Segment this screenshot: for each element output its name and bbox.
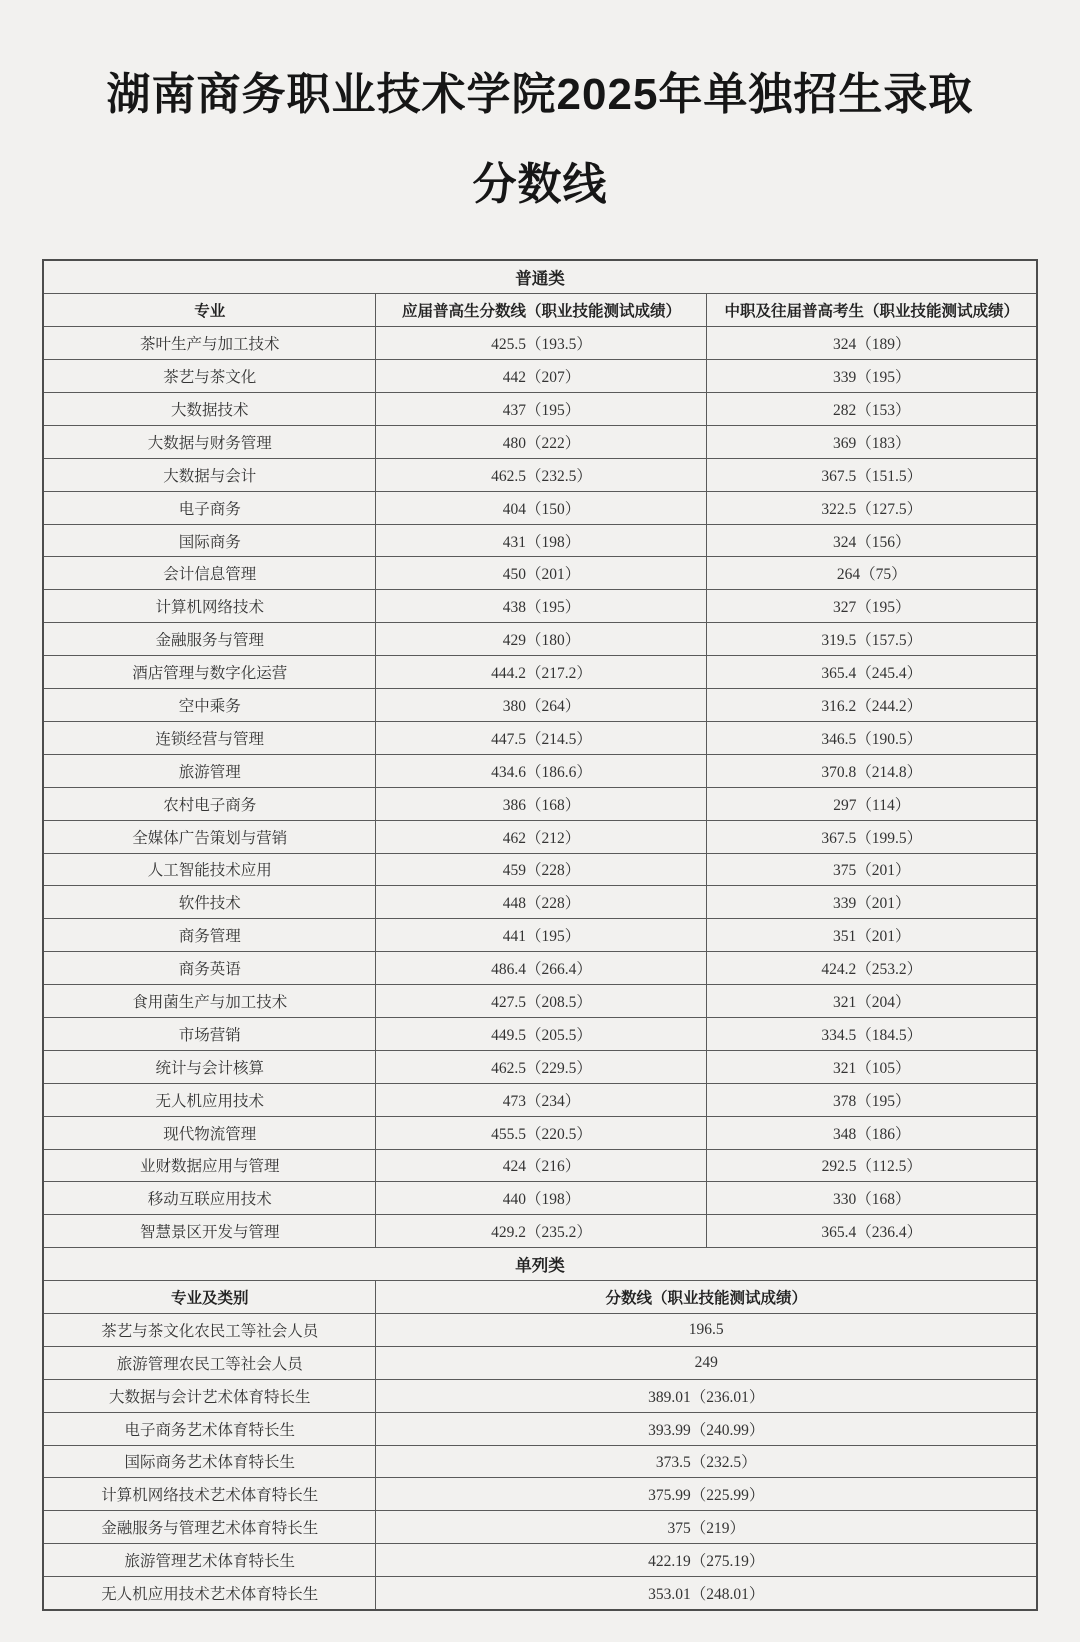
major-cell: 移动互联应用技术 [43,1182,376,1215]
vocational-score-cell: 424.2（253.2） [707,952,1037,985]
category-cell: 国际商务艺术体育特长生 [43,1445,376,1478]
fresh-score-cell: 462.5（232.5） [376,458,707,491]
vocational-score-cell: 365.4（236.4） [707,1215,1037,1248]
score-cell: 373.5（232.5） [376,1445,1037,1478]
table-row [43,985,1037,1018]
table-row [43,524,1037,557]
major-cell: 市场营销 [43,1017,376,1050]
score-cell: 196.5 [376,1313,1037,1346]
fresh-score-cell: 480（222） [376,425,707,458]
fresh-score-cell: 425.5（193.5） [376,327,707,360]
table-row [43,952,1037,985]
category-cell: 电子商务艺术体育特长生 [43,1412,376,1445]
vocational-score-cell: 292.5（112.5） [707,1149,1037,1182]
vocational-score-cell: 327（195） [707,590,1037,623]
major-cell: 茶叶生产与加工技术 [43,327,376,360]
page-title-line2: 分数线 [472,160,608,209]
fresh-score-cell: 447.5（214.5） [376,721,707,754]
major-cell: 统计与会计核算 [43,1050,376,1083]
vocational-score-cell: 375（201） [707,853,1037,886]
category-cell: 金融服务与管理艺术体育特长生 [43,1511,376,1544]
fresh-score-cell: 442（207） [376,360,707,393]
score-cell: 375.99（225.99） [376,1478,1037,1511]
table-row [43,1577,1037,1610]
vocational-score-cell: 321（204） [707,985,1037,1018]
vocational-score-cell: 346.5（190.5） [707,721,1037,754]
vocational-score-cell: 321（105） [707,1050,1037,1083]
major-cell: 业财数据应用与管理 [43,1149,376,1182]
fresh-score-cell: 434.6（186.6） [376,754,707,787]
table-row [43,1215,1037,1248]
score-cell: 353.01（248.01） [376,1577,1037,1610]
admission-scores-table [42,259,1038,1611]
major-cell: 商务英语 [43,952,376,985]
fresh-score-cell: 473（234） [376,1083,707,1116]
fresh-score-cell: 486.4（266.4） [376,952,707,985]
score-cell: 422.19（275.19） [376,1544,1037,1577]
major-cell: 食用菌生产与加工技术 [43,985,376,1018]
table-row [43,787,1037,820]
single-rows-body [43,1313,1037,1610]
table-row [43,623,1037,656]
fresh-score-cell: 449.5（205.5） [376,1017,707,1050]
single-header-row [43,1281,1037,1314]
table-row [43,1511,1037,1544]
score-cell: 249 [376,1346,1037,1379]
major-cell: 智慧景区开发与管理 [43,1215,376,1248]
vocational-score-cell: 316.2（244.2） [707,689,1037,722]
major-cell: 商务管理 [43,919,376,952]
fresh-score-cell: 386（168） [376,787,707,820]
vocational-score-cell: 330（168） [707,1182,1037,1215]
table-row [43,919,1037,952]
category-cell: 大数据与会计艺术体育特长生 [43,1379,376,1412]
table-row [43,689,1037,722]
major-cell: 连锁经营与管理 [43,721,376,754]
table-row [43,425,1037,458]
table-row [43,886,1037,919]
col-header-vocational-score: 中职及往届普高考生（职业技能测试成绩） [707,294,1037,327]
table-row [43,393,1037,426]
fresh-score-cell: 444.2（217.2） [376,656,707,689]
fresh-score-cell: 459（228） [376,853,707,886]
fresh-score-cell: 441（195） [376,919,707,952]
major-cell: 现代物流管理 [43,1116,376,1149]
table-row [43,491,1037,524]
vocational-score-cell: 370.8（214.8） [707,754,1037,787]
section-title-normal: 普通类 [43,260,1037,293]
major-cell: 酒店管理与数字化运营 [43,656,376,689]
major-cell: 无人机应用技术 [43,1083,376,1116]
col-header-category: 专业及类别 [43,1281,376,1314]
major-cell: 全媒体广告策划与营销 [43,820,376,853]
fresh-score-cell: 429.2（235.2） [376,1215,707,1248]
vocational-score-cell: 297（114） [707,787,1037,820]
major-cell: 茶艺与茶文化 [43,360,376,393]
major-cell: 大数据与财务管理 [43,425,376,458]
col-header-score-line: 分数线（职业技能测试成绩） [376,1281,1037,1314]
fresh-score-cell: 424（216） [376,1149,707,1182]
fresh-score-cell: 448（228） [376,886,707,919]
major-cell: 会计信息管理 [43,557,376,590]
fresh-score-cell: 431（198） [376,524,707,557]
vocational-score-cell: 339（201） [707,886,1037,919]
major-cell: 金融服务与管理 [43,623,376,656]
table-row [43,1379,1037,1412]
vocational-score-cell: 282（153） [707,393,1037,426]
score-cell: 375（219） [376,1511,1037,1544]
page-title [0,50,1080,230]
category-cell: 旅游管理艺术体育特长生 [43,1544,376,1577]
table-row [43,1017,1037,1050]
table-row [43,853,1037,886]
fresh-score-cell: 438（195） [376,590,707,623]
major-cell: 国际商务 [43,524,376,557]
vocational-score-cell: 351（201） [707,919,1037,952]
major-cell: 软件技术 [43,886,376,919]
table-row [43,1412,1037,1445]
score-cell: 389.01（236.01） [376,1379,1037,1412]
fresh-score-cell: 450（201） [376,557,707,590]
vocational-score-cell: 339（195） [707,360,1037,393]
page-title-line1: 湖南商务职业技术学院2025年单独招生录取 [106,70,974,119]
table-row [43,1445,1037,1478]
fresh-score-cell: 462.5（229.5） [376,1050,707,1083]
major-cell: 农村电子商务 [43,787,376,820]
major-cell: 大数据技术 [43,393,376,426]
vocational-score-cell: 334.5（184.5） [707,1017,1037,1050]
table-row [43,1050,1037,1083]
table-row [43,754,1037,787]
col-header-fresh-score: 应届普高生分数线（职业技能测试成绩） [376,294,707,327]
table-row [43,1346,1037,1379]
score-cell: 393.99（240.99） [376,1412,1037,1445]
vocational-score-cell: 369（183） [707,425,1037,458]
vocational-score-cell: 348（186） [707,1116,1037,1149]
normal-header-row [43,294,1037,327]
fresh-score-cell: 440（198） [376,1182,707,1215]
fresh-score-cell: 429（180） [376,623,707,656]
category-cell: 茶艺与茶文化农民工等社会人员 [43,1313,376,1346]
vocational-score-cell: 367.5（199.5） [707,820,1037,853]
major-cell: 空中乘务 [43,689,376,722]
section-row-single [43,1248,1037,1281]
vocational-score-cell: 319.5（157.5） [707,623,1037,656]
table-row [43,1478,1037,1511]
fresh-score-cell: 437（195） [376,393,707,426]
vocational-score-cell: 324（189） [707,327,1037,360]
fresh-score-cell: 455.5（220.5） [376,1116,707,1149]
major-cell: 计算机网络技术 [43,590,376,623]
fresh-score-cell: 404（150） [376,491,707,524]
category-cell: 计算机网络技术艺术体育特长生 [43,1478,376,1511]
table-row [43,557,1037,590]
category-cell: 无人机应用技术艺术体育特长生 [43,1577,376,1610]
table-row [43,1182,1037,1215]
normal-rows-body [43,327,1037,1248]
table-row [43,721,1037,754]
table-row [43,1544,1037,1577]
section-title-single: 单列类 [43,1248,1037,1281]
table-row [43,590,1037,623]
major-cell: 电子商务 [43,491,376,524]
fresh-score-cell: 380（264） [376,689,707,722]
table-row [43,820,1037,853]
vocational-score-cell: 367.5（151.5） [707,458,1037,491]
major-cell: 大数据与会计 [43,458,376,491]
major-cell: 旅游管理 [43,754,376,787]
category-cell: 旅游管理农民工等社会人员 [43,1346,376,1379]
table-row [43,1149,1037,1182]
table-row [43,1083,1037,1116]
vocational-score-cell: 378（195） [707,1083,1037,1116]
fresh-score-cell: 462（212） [376,820,707,853]
section-row-normal [43,260,1037,293]
table-row [43,1313,1037,1346]
vocational-score-cell: 365.4（245.4） [707,656,1037,689]
major-cell: 人工智能技术应用 [43,853,376,886]
fresh-score-cell: 427.5（208.5） [376,985,707,1018]
vocational-score-cell: 264（75） [707,557,1037,590]
table-row [43,656,1037,689]
vocational-score-cell: 324（156） [707,524,1037,557]
table-row [43,327,1037,360]
table-row [43,360,1037,393]
table-row [43,1116,1037,1149]
vocational-score-cell: 322.5（127.5） [707,491,1037,524]
col-header-major: 专业 [43,294,376,327]
table-row [43,458,1037,491]
